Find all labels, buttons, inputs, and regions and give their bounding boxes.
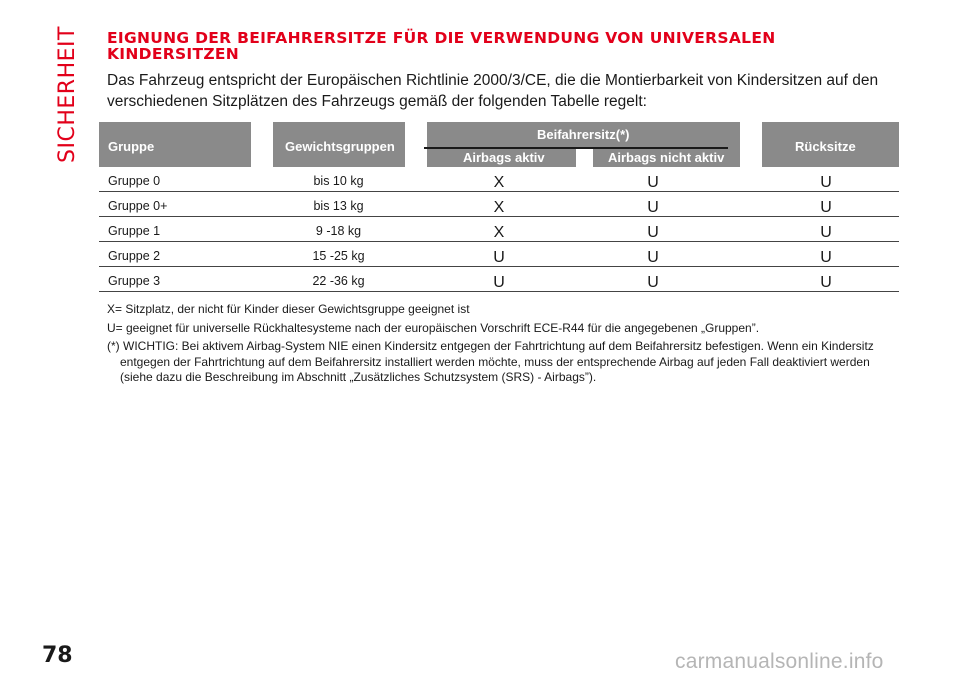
- cell-gewicht: bis 10 kg: [313, 174, 364, 188]
- table-body: [99, 167, 899, 292]
- section-tab-label: SICHERHEIT: [54, 26, 80, 163]
- header-ruecksitze: Rücksitze: [795, 139, 856, 154]
- cell-airbags-nicht-aktiv: U: [647, 224, 659, 241]
- cell-gruppe: Gruppe 0: [108, 174, 161, 188]
- cell-airbags-aktiv: X: [493, 174, 505, 191]
- watermark: carmanualsonline.info: [675, 650, 884, 673]
- cell-airbags-aktiv: U: [493, 249, 505, 266]
- cell-airbags-aktiv: X: [493, 224, 505, 241]
- cell-ruecksitze: U: [820, 274, 832, 291]
- footnotes: [107, 302, 897, 389]
- cell-gruppe: Gruppe 1: [108, 224, 161, 238]
- table-row: [99, 242, 899, 267]
- footnote-warning: (*) WICHTIG: Bei aktivem Airbag-System NIE einen Kindersitz entgegen der Fahrtrichtung auf dem Beifahrersitz befestigen. Wenn ein Kindersitz entgegen der Fahrtrichtung auf dem Beifahrersitz installiert werden möchte, muss der entsprechende Airbag auf jeden Fall deaktiviert werden (siehe dazu die Beschreibung im Abschnitt „Zusätzliches Schutzsystem (SRS) - Airbags”).: [107, 339, 874, 384]
- cell-airbags-nicht-aktiv: U: [647, 174, 659, 191]
- cell-airbags-aktiv: X: [493, 199, 505, 216]
- page-number: 78: [42, 643, 73, 668]
- cell-ruecksitze: U: [820, 174, 832, 191]
- table-row: [99, 217, 899, 242]
- header-gruppe: Gruppe: [108, 139, 155, 154]
- cell-airbags-nicht-aktiv: U: [647, 274, 659, 291]
- intro-paragraph: Das Fahrzeug entspricht der Europäischen Richtlinie 2000/3/CE, die die Montierbarkeit von Kindersitzen auf den verschiedenen Sitzplätzen des Fahrzeugs gemäß der folgenden Tabelle regelt:: [107, 72, 879, 110]
- cell-gewicht: 15 -25 kg: [312, 249, 365, 263]
- cell-gewicht: 22 -36 kg: [312, 274, 365, 288]
- cell-airbags-nicht-aktiv: U: [647, 199, 659, 216]
- table-row: [99, 267, 899, 292]
- cell-gewicht: bis 13 kg: [313, 199, 364, 213]
- header-divider: [424, 147, 728, 149]
- table-row: [99, 192, 899, 217]
- section-tab: [52, 26, 82, 163]
- cell-gruppe: Gruppe 3: [108, 274, 161, 288]
- cell-ruecksitze: U: [820, 249, 832, 266]
- cell-ruecksitze: U: [820, 224, 832, 241]
- cell-gewicht: 9 -18 kg: [315, 224, 362, 238]
- table-row: [99, 167, 899, 192]
- cell-gruppe: Gruppe 2: [108, 249, 161, 263]
- footnote-u: U= geeignet für universelle Rückhaltesysteme nach der europäischen Vorschrift ECE-R44 für die angegebenen „Gruppen”.: [107, 320, 760, 335]
- section-title: EIGNUNG DER BEIFAHRERSITZE FÜR DIE VERWENDUNG VON UNIVERSALEN KINDERSITZEN: [107, 29, 776, 63]
- header-airbags-aktiv: Airbags aktiv: [463, 150, 545, 165]
- cell-gruppe: Gruppe 0+: [108, 199, 168, 213]
- footnote-x: X= Sitzplatz, der nicht für Kinder dieser Gewichtsgruppe geeignet ist: [107, 302, 470, 316]
- cell-airbags-aktiv: U: [493, 274, 505, 291]
- header-airbags-nicht-aktiv: Airbags nicht aktiv: [608, 150, 725, 165]
- cell-ruecksitze: U: [820, 199, 832, 216]
- header-beifahrersitz: Beifahrersitz(*): [537, 127, 630, 142]
- cell-airbags-nicht-aktiv: U: [647, 249, 659, 266]
- header-gewichtsgruppen: Gewichtsgruppen: [285, 139, 395, 154]
